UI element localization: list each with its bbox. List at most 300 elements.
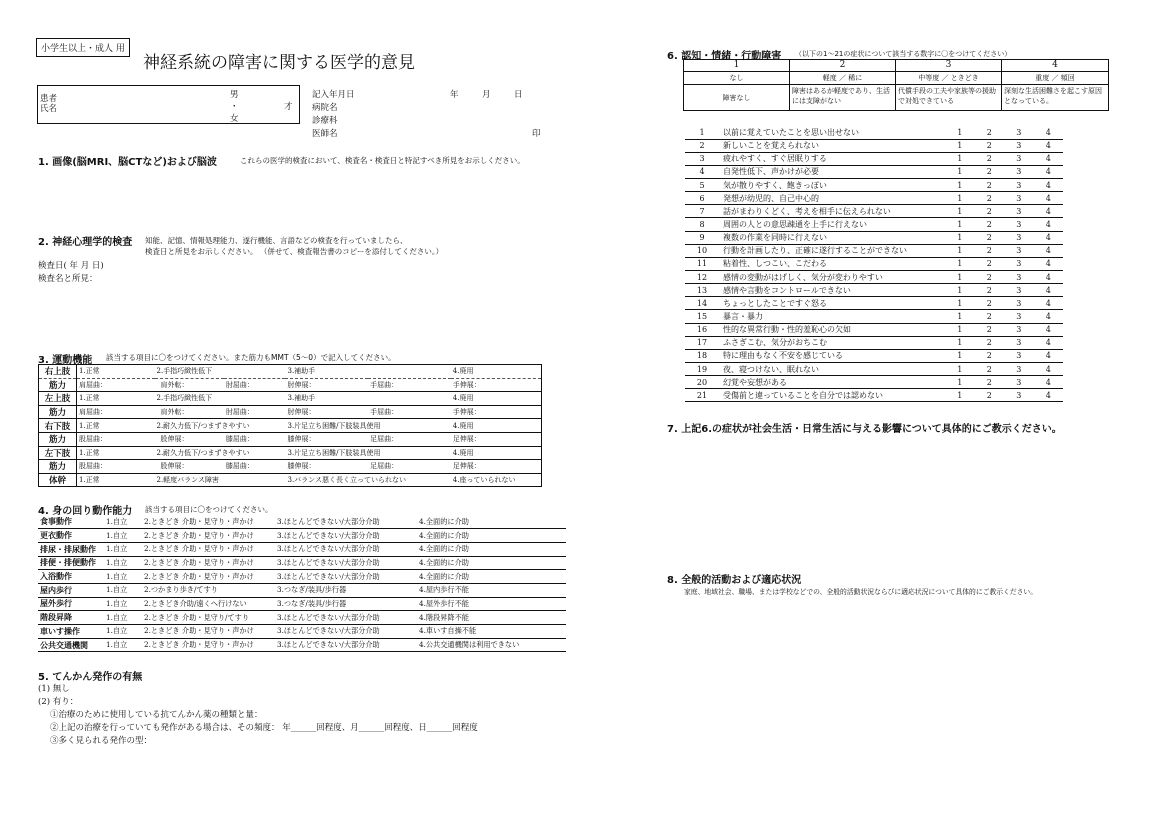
severity-option[interactable]: 4	[1034, 297, 1064, 310]
symptom-row	[685, 257, 1063, 270]
strength-field[interactable]: 肘屈曲：	[224, 405, 286, 419]
adl-row	[38, 570, 566, 584]
severity-option[interactable]: 4	[1034, 231, 1064, 244]
page-title: 神経系統の障害に関する医学的意見	[143, 53, 415, 73]
severity-option[interactable]: 1	[945, 284, 975, 297]
adl-option[interactable]: 4.階段昇降不能	[417, 611, 566, 625]
section6-note: （以下の1〜21の症状について該当する数字に〇をつけてください）	[795, 50, 1012, 58]
sex-female[interactable]: 女	[230, 114, 239, 124]
adl-option[interactable]: 4.車いす自操不能	[417, 625, 566, 639]
motor-option[interactable]: 2.耐久力低下/つまずきやすい	[155, 446, 286, 460]
motor-option[interactable]: 3.補助手	[285, 365, 450, 379]
strength-field[interactable]: 股伸展：	[155, 432, 224, 446]
severity-option[interactable]: 2	[975, 126, 1005, 139]
adl-option[interactable]: 4.屋外歩行不能	[417, 597, 566, 611]
date-day: 日	[514, 90, 523, 100]
symptom-number: 20	[685, 376, 719, 389]
adl-option[interactable]: 4.全面的に介助	[417, 570, 566, 584]
severity-option[interactable]: 3	[1004, 205, 1034, 218]
motor-option[interactable]: 4.座っていられない	[452, 476, 516, 485]
severity-option[interactable]: 3	[1004, 231, 1034, 244]
date-year: 年	[450, 90, 459, 100]
section5-title: 5. てんかん発作の有無	[38, 672, 143, 683]
severity-option[interactable]: 2	[975, 152, 1005, 165]
severity-option[interactable]: 2	[975, 257, 1005, 270]
grade-description: 深刻な生活困難さを起こす原因となっている。	[1002, 85, 1109, 111]
adl-row	[38, 529, 566, 543]
symptom-number: 9	[685, 231, 719, 244]
severity-option[interactable]: 1	[945, 349, 975, 362]
strength-field[interactable]: 膝屈曲：	[224, 432, 286, 446]
target-badge: 小学生以上・成人 用	[36, 38, 130, 57]
grade-number: 3	[896, 60, 1002, 72]
symptom-number: 2	[685, 139, 719, 152]
section1-note: これらの医学的検査において、検査名・検査日と特記すべき所見をお示しください。	[240, 156, 525, 165]
motor-option[interactable]: 3.補助手	[285, 392, 450, 406]
severity-option[interactable]: 3	[1004, 271, 1034, 284]
grade-number: 4	[1002, 60, 1109, 72]
hospital-label: 病院名	[312, 103, 338, 113]
adl-option[interactable]: 2.ときどき 介助・見守り・声かけ	[142, 515, 275, 529]
symptom-row	[685, 363, 1063, 376]
severity-option[interactable]: 4	[1034, 323, 1064, 336]
severity-option[interactable]: 1	[945, 205, 975, 218]
adl-option[interactable]: 3.ほとんどできない/大部分介助	[275, 556, 417, 570]
symptom-text: 疲れやすく、すぐ居眠りする	[719, 152, 945, 165]
adl-option[interactable]: 2.ときどき 介助・見守り・声かけ	[142, 638, 275, 652]
severity-option[interactable]: 3	[1004, 349, 1034, 362]
severity-option[interactable]: 2	[975, 139, 1005, 152]
symptom-row	[685, 179, 1063, 192]
strength-field[interactable]: 膝伸展：	[285, 460, 368, 474]
age-unit: 才	[284, 102, 293, 112]
symptom-row	[685, 139, 1063, 152]
severity-option[interactable]: 1	[945, 323, 975, 336]
adl-option[interactable]: 1.自立	[104, 597, 142, 611]
symptom-number: 19	[685, 363, 719, 376]
adl-option[interactable]: 3.ほとんどできない/大部分介助	[275, 638, 417, 652]
severity-option[interactable]: 2	[975, 165, 1005, 178]
symptom-number: 4	[685, 165, 719, 178]
adl-option[interactable]: 2.ときどき 介助・見守り・声かけ	[142, 556, 275, 570]
symptom-text: 周囲の人との意思疎通を上手に行えない	[719, 218, 945, 231]
motor-row-right-arm-strength	[39, 378, 542, 392]
grade-label: なし	[684, 72, 790, 85]
motor-option[interactable]: 1.正常	[77, 365, 155, 379]
adl-option[interactable]: 1.自立	[104, 625, 142, 639]
symptom-row	[685, 349, 1063, 362]
adl-row	[38, 542, 566, 556]
adl-row-label: 階段昇降	[38, 611, 104, 625]
severity-option[interactable]: 4	[1034, 192, 1064, 205]
motor-option[interactable]: 1.正常	[79, 476, 100, 485]
adl-option[interactable]: 1.自立	[104, 583, 142, 597]
symptom-text: 自発性低下、声かけが必要	[719, 165, 945, 178]
severity-option[interactable]: 4	[1034, 165, 1064, 178]
symptom-row	[685, 218, 1063, 231]
motor-row-left-arm-strength	[39, 405, 542, 419]
adl-table	[38, 515, 566, 652]
severity-option[interactable]: 2	[975, 231, 1005, 244]
symptom-text: 発想が幼児的、自己中心的	[719, 192, 945, 205]
severity-option[interactable]: 2	[975, 205, 1005, 218]
section3-note: 該当する項目に〇をつけてください。また筋力もMMT（5〜0）で記入してください。	[106, 353, 396, 362]
motor-option[interactable]: 3.片足立ち困難/下肢装具使用	[285, 446, 450, 460]
motor-row-right-arm	[39, 365, 542, 379]
symptom-number: 16	[685, 323, 719, 336]
severity-option[interactable]: 1	[945, 297, 975, 310]
severity-option[interactable]: 4	[1034, 336, 1064, 349]
strength-field[interactable]: 足伸展：	[451, 460, 542, 474]
adl-row-label: 屋外歩行	[38, 597, 104, 611]
motor-option[interactable]: 2.軽度バランス障害	[156, 476, 219, 485]
severity-option[interactable]: 3	[1004, 284, 1034, 297]
section8-note: 家庭、地域社会、職場、または学校などでの、全般的活動状況ならびに適応状況について具体的にご教示ください。	[684, 588, 1038, 596]
severity-option[interactable]: 4	[1034, 271, 1064, 284]
symptom-text: 以前に覚えていたことを思い出せない	[719, 126, 945, 139]
severity-option[interactable]: 2	[975, 284, 1005, 297]
severity-option[interactable]: 4	[1034, 389, 1064, 402]
severity-option[interactable]: 3	[1004, 218, 1034, 231]
motor-option[interactable]: 4.廃用	[451, 365, 542, 379]
severity-option[interactable]: 1	[945, 218, 975, 231]
symptom-number: 15	[685, 310, 719, 323]
motor-option[interactable]: 3.バランス悪く長く立っていられない	[287, 476, 406, 485]
severity-option[interactable]: 1	[945, 139, 975, 152]
severity-option[interactable]: 4	[1034, 205, 1064, 218]
severity-option[interactable]: 1	[945, 389, 975, 402]
patient-name-box[interactable]	[37, 85, 300, 124]
severity-option[interactable]: 3	[1004, 126, 1034, 139]
motor-row-label: 右上肢	[39, 365, 77, 379]
severity-option[interactable]: 3	[1004, 376, 1034, 389]
motor-row-label: 左下肢	[39, 446, 77, 460]
motor-function-table	[38, 364, 542, 487]
adl-option[interactable]: 2.つかまり歩き/てすり	[142, 583, 275, 597]
severity-option[interactable]: 2	[975, 389, 1005, 402]
severity-option[interactable]: 1	[945, 231, 975, 244]
symptom-row	[685, 310, 1063, 323]
date-month: 月	[482, 90, 491, 100]
motor-row-trunk	[39, 473, 542, 487]
severity-option[interactable]: 3	[1004, 165, 1034, 178]
adl-option[interactable]: 3.ほとんどできない/大部分介助	[275, 529, 417, 543]
symptom-row	[685, 271, 1063, 284]
adl-option[interactable]: 3.ほとんどできない/大部分介助	[275, 570, 417, 584]
adl-option[interactable]: 2.ときどき 介助・見守り・声かけ	[142, 542, 275, 556]
symptom-row	[685, 165, 1063, 178]
symptom-text: 行動を計画したり、正確に遂行することができない	[719, 244, 945, 257]
seizure-frequency[interactable]: ②上記の治療を行っていても発作がある場合は、その頻度： 年______回程度、月______回程度、日______回程度	[50, 723, 478, 733]
severity-option[interactable]: 1	[945, 244, 975, 257]
severity-option[interactable]: 2	[975, 310, 1005, 323]
severity-option[interactable]: 3	[1004, 244, 1034, 257]
strength-field[interactable]: 手伸展：	[451, 378, 542, 392]
seizure-medication: ①治療のために使用している抗てんかん薬の種類と量：	[50, 710, 263, 720]
strength-field[interactable]: 肩外転：	[155, 405, 224, 419]
severity-option[interactable]: 1	[945, 310, 975, 323]
severity-option[interactable]: 3	[1004, 336, 1034, 349]
severity-option[interactable]: 3	[1004, 179, 1034, 192]
adl-row-label: 更衣動作	[38, 529, 104, 543]
strength-field[interactable]: 足伸展：	[451, 432, 542, 446]
severity-option[interactable]: 4	[1034, 244, 1064, 257]
strength-field[interactable]: 肘伸展：	[285, 405, 368, 419]
doctor-label: 医師名	[312, 129, 338, 139]
strength-field[interactable]: 足屈曲：	[368, 460, 451, 474]
severity-option[interactable]: 4	[1034, 257, 1064, 270]
section2-note2: 検査日と所見をお示しください。 （併せて、検査報告書のコピーを添付してください。）	[145, 247, 444, 256]
strength-field[interactable]: 肩外転：	[155, 378, 224, 392]
motor-row-label: 筋力	[39, 405, 77, 419]
severity-option[interactable]: 4	[1034, 376, 1064, 389]
severity-option[interactable]: 4	[1034, 126, 1064, 139]
severity-option[interactable]: 3	[1004, 257, 1034, 270]
adl-option[interactable]: 1.自立	[104, 542, 142, 556]
adl-option[interactable]: 2.ときどき 介助・見守り・声かけ	[142, 529, 275, 543]
severity-option[interactable]: 1	[945, 336, 975, 349]
exam-findings-label: 検査名と所見：	[38, 274, 98, 284]
severity-option[interactable]: 1	[945, 363, 975, 376]
adl-option[interactable]: 3.ほとんどできない/大部分介助	[275, 611, 417, 625]
adl-option[interactable]: 1.自立	[104, 515, 142, 529]
severity-option[interactable]: 4	[1034, 218, 1064, 231]
symptom-text: 気が散りやすく、飽きっぽい	[719, 179, 945, 192]
adl-option[interactable]: 1.自立	[104, 529, 142, 543]
sex-separator: ・	[230, 102, 239, 112]
symptom-text: ふさぎこむ、気分がおちこむ	[719, 336, 945, 349]
adl-row-label: 食事動作	[38, 515, 104, 529]
severity-option[interactable]: 4	[1034, 363, 1064, 376]
severity-option[interactable]: 4	[1034, 139, 1064, 152]
sex-male[interactable]: 男	[230, 90, 239, 100]
strength-field[interactable]: 股屈曲：	[77, 460, 155, 474]
symptom-row	[685, 244, 1063, 257]
symptom-row	[685, 323, 1063, 336]
severity-option[interactable]: 2	[975, 271, 1005, 284]
symptom-number: 8	[685, 218, 719, 231]
severity-option[interactable]: 2	[975, 336, 1005, 349]
severity-option[interactable]: 2	[975, 349, 1005, 362]
severity-option[interactable]: 1	[945, 126, 975, 139]
strength-field[interactable]: 肩屈曲：	[77, 405, 155, 419]
strength-field[interactable]: 肩屈曲：	[77, 378, 155, 392]
symptom-row	[685, 231, 1063, 244]
adl-option[interactable]: 3.ほとんどできない/大部分介助	[275, 625, 417, 639]
date-label: 記入年月日	[312, 90, 355, 100]
strength-field[interactable]: 股伸展：	[155, 460, 224, 474]
symptom-row	[685, 389, 1063, 402]
adl-option[interactable]: 1.自立	[104, 611, 142, 625]
severity-option[interactable]: 2	[975, 363, 1005, 376]
section3-title: 3. 運動機能	[38, 355, 93, 366]
adl-option[interactable]: 3.つなぎ/装具/歩行器	[275, 583, 417, 597]
severity-option[interactable]: 4	[1034, 284, 1064, 297]
adl-option[interactable]: 2.ときどき 介助・見守り/てすり	[142, 611, 275, 625]
section8-title: 8. 全般的活動および適応状況	[667, 575, 802, 586]
symptom-text: 夜、寝つけない、眠れない	[719, 363, 945, 376]
severity-option[interactable]: 1	[945, 152, 975, 165]
severity-option[interactable]: 2	[975, 376, 1005, 389]
adl-row	[38, 625, 566, 639]
adl-option[interactable]: 4.屋内歩行不能	[417, 583, 566, 597]
severity-option[interactable]: 2	[975, 244, 1005, 257]
severity-option[interactable]: 2	[975, 179, 1005, 192]
severity-option[interactable]: 2	[975, 323, 1005, 336]
motor-row-left-arm	[39, 392, 542, 406]
symptom-row	[685, 336, 1063, 349]
adl-row-label: 排尿・排尿動作	[38, 542, 104, 556]
symptom-number: 3	[685, 152, 719, 165]
strength-field[interactable]: 膝伸展：	[285, 432, 368, 446]
severity-option[interactable]: 1	[945, 257, 975, 270]
adl-option[interactable]: 4.公共交通機関は利用できない	[417, 638, 566, 652]
adl-option[interactable]: 4.全面的に介助	[417, 556, 566, 570]
symptom-text: ちょっとしたことですぐ怒る	[719, 297, 945, 310]
adl-row	[38, 597, 566, 611]
severity-option[interactable]: 4	[1034, 349, 1064, 362]
adl-option[interactable]: 2.ときどき 介助・見守り・声かけ	[142, 625, 275, 639]
symptom-number: 18	[685, 349, 719, 362]
motor-row-right-leg	[39, 419, 542, 433]
strength-field[interactable]: 股屈曲：	[77, 432, 155, 446]
severity-option[interactable]: 4	[1034, 152, 1064, 165]
motor-row-label: 体幹	[39, 473, 77, 487]
symptom-row	[685, 376, 1063, 389]
section2-note1: 知能、記憶、情報処理能力、遂行機能、言語などの検査を行っていましたら、	[145, 236, 408, 245]
section1-title: 1. 画像(脳MRI、脳CTなど)および脳波	[38, 157, 217, 168]
severity-option[interactable]: 1	[945, 179, 975, 192]
exam-date-line[interactable]: 検査日( 年 月 日)	[38, 261, 104, 271]
seizure-option-yes[interactable]: (2) 有り：	[38, 697, 79, 707]
severity-option[interactable]: 2	[975, 297, 1005, 310]
motor-option[interactable]: 4.廃用	[451, 392, 542, 406]
severity-option[interactable]: 1	[945, 192, 975, 205]
symptom-text: 感情の変動がはげしく、気分が変わりやすい	[719, 271, 945, 284]
seizure-option-none[interactable]: (1) 無し	[38, 684, 70, 694]
grade-number: 2	[790, 60, 896, 72]
seizure-type: ③多く見られる発作の型：	[50, 736, 153, 746]
symptom-table	[685, 126, 1063, 402]
adl-option[interactable]: 3.ほとんどできない/大部分介助	[275, 515, 417, 529]
adl-option[interactable]: 1.自立	[104, 556, 142, 570]
section4-note: 該当する項目に〇をつけてください。	[145, 505, 273, 514]
motor-row-label: 筋力	[39, 378, 77, 392]
grade-label: 重度 ／ 頻回	[1002, 72, 1109, 85]
adl-option[interactable]: 3.つなぎ/装具/歩行器	[275, 597, 417, 611]
symptom-text: 複数の作業を同時に行えない	[719, 231, 945, 244]
severity-option[interactable]: 1	[945, 376, 975, 389]
symptom-number: 17	[685, 336, 719, 349]
strength-field[interactable]: 手屈曲：	[368, 405, 451, 419]
strength-field[interactable]: 足屈曲：	[368, 432, 451, 446]
adl-option[interactable]: 4.全面的に介助	[417, 542, 566, 556]
severity-option[interactable]: 3	[1004, 389, 1034, 402]
motor-row-label: 右下肢	[39, 419, 77, 433]
severity-option[interactable]: 4	[1034, 179, 1064, 192]
adl-row-label: 排便・排便動作	[38, 556, 104, 570]
grade-label: 中等度 ／ ときどき	[896, 72, 1002, 85]
symptom-number: 1	[685, 126, 719, 139]
symptom-row	[685, 297, 1063, 310]
severity-option[interactable]: 1	[945, 271, 975, 284]
symptom-text: 粘着性、しつこい、こだわる	[719, 257, 945, 270]
symptom-text: 新しいことを覚えられない	[719, 139, 945, 152]
severity-option[interactable]: 2	[975, 192, 1005, 205]
severity-option[interactable]: 3	[1004, 363, 1034, 376]
motor-option[interactable]: 4.廃用	[451, 446, 542, 460]
grade-description: 代償手段の工夫や家族等の援助で対処できている	[896, 85, 1002, 111]
motor-option[interactable]: 2.手指巧緻性低下	[155, 365, 286, 379]
symptom-text: 性的な異常行動・性的羞恥心の欠如	[719, 323, 945, 336]
adl-row	[38, 515, 566, 529]
section6-title: 6. 認知・情緒・行動障害	[667, 51, 782, 62]
motor-option[interactable]: 4.廃用	[451, 419, 542, 433]
severity-option[interactable]: 1	[945, 165, 975, 178]
severity-option[interactable]: 4	[1034, 310, 1064, 323]
severity-option[interactable]: 3	[1004, 192, 1034, 205]
motor-row-left-leg	[39, 446, 542, 460]
motor-option[interactable]: 3.片足立ち困難/下肢装具使用	[285, 419, 450, 433]
adl-row	[38, 583, 566, 597]
motor-row-label: 筋力	[39, 460, 77, 474]
symptom-text: 特に理由もなく不安を感じている	[719, 349, 945, 362]
adl-option[interactable]: 1.自立	[104, 638, 142, 652]
symptom-number: 21	[685, 389, 719, 402]
symptom-row	[685, 284, 1063, 297]
strength-field[interactable]: 膝屈曲：	[224, 460, 286, 474]
adl-option[interactable]: 3.ほとんどできない/大部分介助	[275, 542, 417, 556]
severity-option[interactable]: 3	[1004, 139, 1034, 152]
strength-field[interactable]: 肘屈曲：	[224, 378, 286, 392]
strength-field[interactable]: 肘伸展：	[285, 378, 368, 392]
symptom-row	[685, 152, 1063, 165]
strength-field[interactable]: 手伸展：	[451, 405, 542, 419]
adl-option[interactable]: 2.ときどき 介助・見守り・声かけ	[142, 570, 275, 584]
department-label: 診療科	[312, 116, 338, 126]
adl-row-label: 入浴動作	[38, 570, 104, 584]
symptom-text: 暴言・暴力	[719, 310, 945, 323]
motor-option[interactable]: 1.正常	[77, 446, 155, 460]
severity-scale-table	[683, 59, 1109, 111]
severity-option[interactable]: 3	[1004, 297, 1034, 310]
severity-option[interactable]: 3	[1004, 152, 1034, 165]
motor-option[interactable]: 2.手指巧緻性低下	[155, 392, 286, 406]
severity-option[interactable]: 3	[1004, 310, 1034, 323]
adl-option[interactable]: 1.自立	[104, 570, 142, 584]
adl-option[interactable]: 4.全面的に介助	[417, 515, 566, 529]
strength-field[interactable]: 手屈曲：	[368, 378, 451, 392]
symptom-number: 14	[685, 297, 719, 310]
symptom-number: 5	[685, 179, 719, 192]
symptom-number: 6	[685, 192, 719, 205]
severity-option[interactable]: 3	[1004, 323, 1034, 336]
adl-option[interactable]: 4.全面的に介助	[417, 529, 566, 543]
seal-mark: 印	[532, 129, 541, 139]
adl-row	[38, 638, 566, 652]
severity-option[interactable]: 2	[975, 218, 1005, 231]
section7-title: 7. 上記6.の症状が社会生活・日常生活に与える影響について具体的にご教示ください。	[667, 424, 1062, 435]
motor-option[interactable]: 2.耐久力低下/つまずきやすい	[155, 419, 286, 433]
symptom-text: 受傷前と違っていることを自分では認めない	[719, 389, 945, 402]
symptom-text: 話がまわりくどく、考えを相手に伝えられない	[719, 205, 945, 218]
adl-option[interactable]: 2.ときどき介助/遠くへ行けない	[142, 597, 275, 611]
symptom-row	[685, 126, 1063, 139]
adl-row	[38, 611, 566, 625]
motor-option[interactable]: 1.正常	[77, 392, 155, 406]
motor-option[interactable]: 1.正常	[77, 419, 155, 433]
grade-description: 障害なし	[684, 85, 790, 111]
